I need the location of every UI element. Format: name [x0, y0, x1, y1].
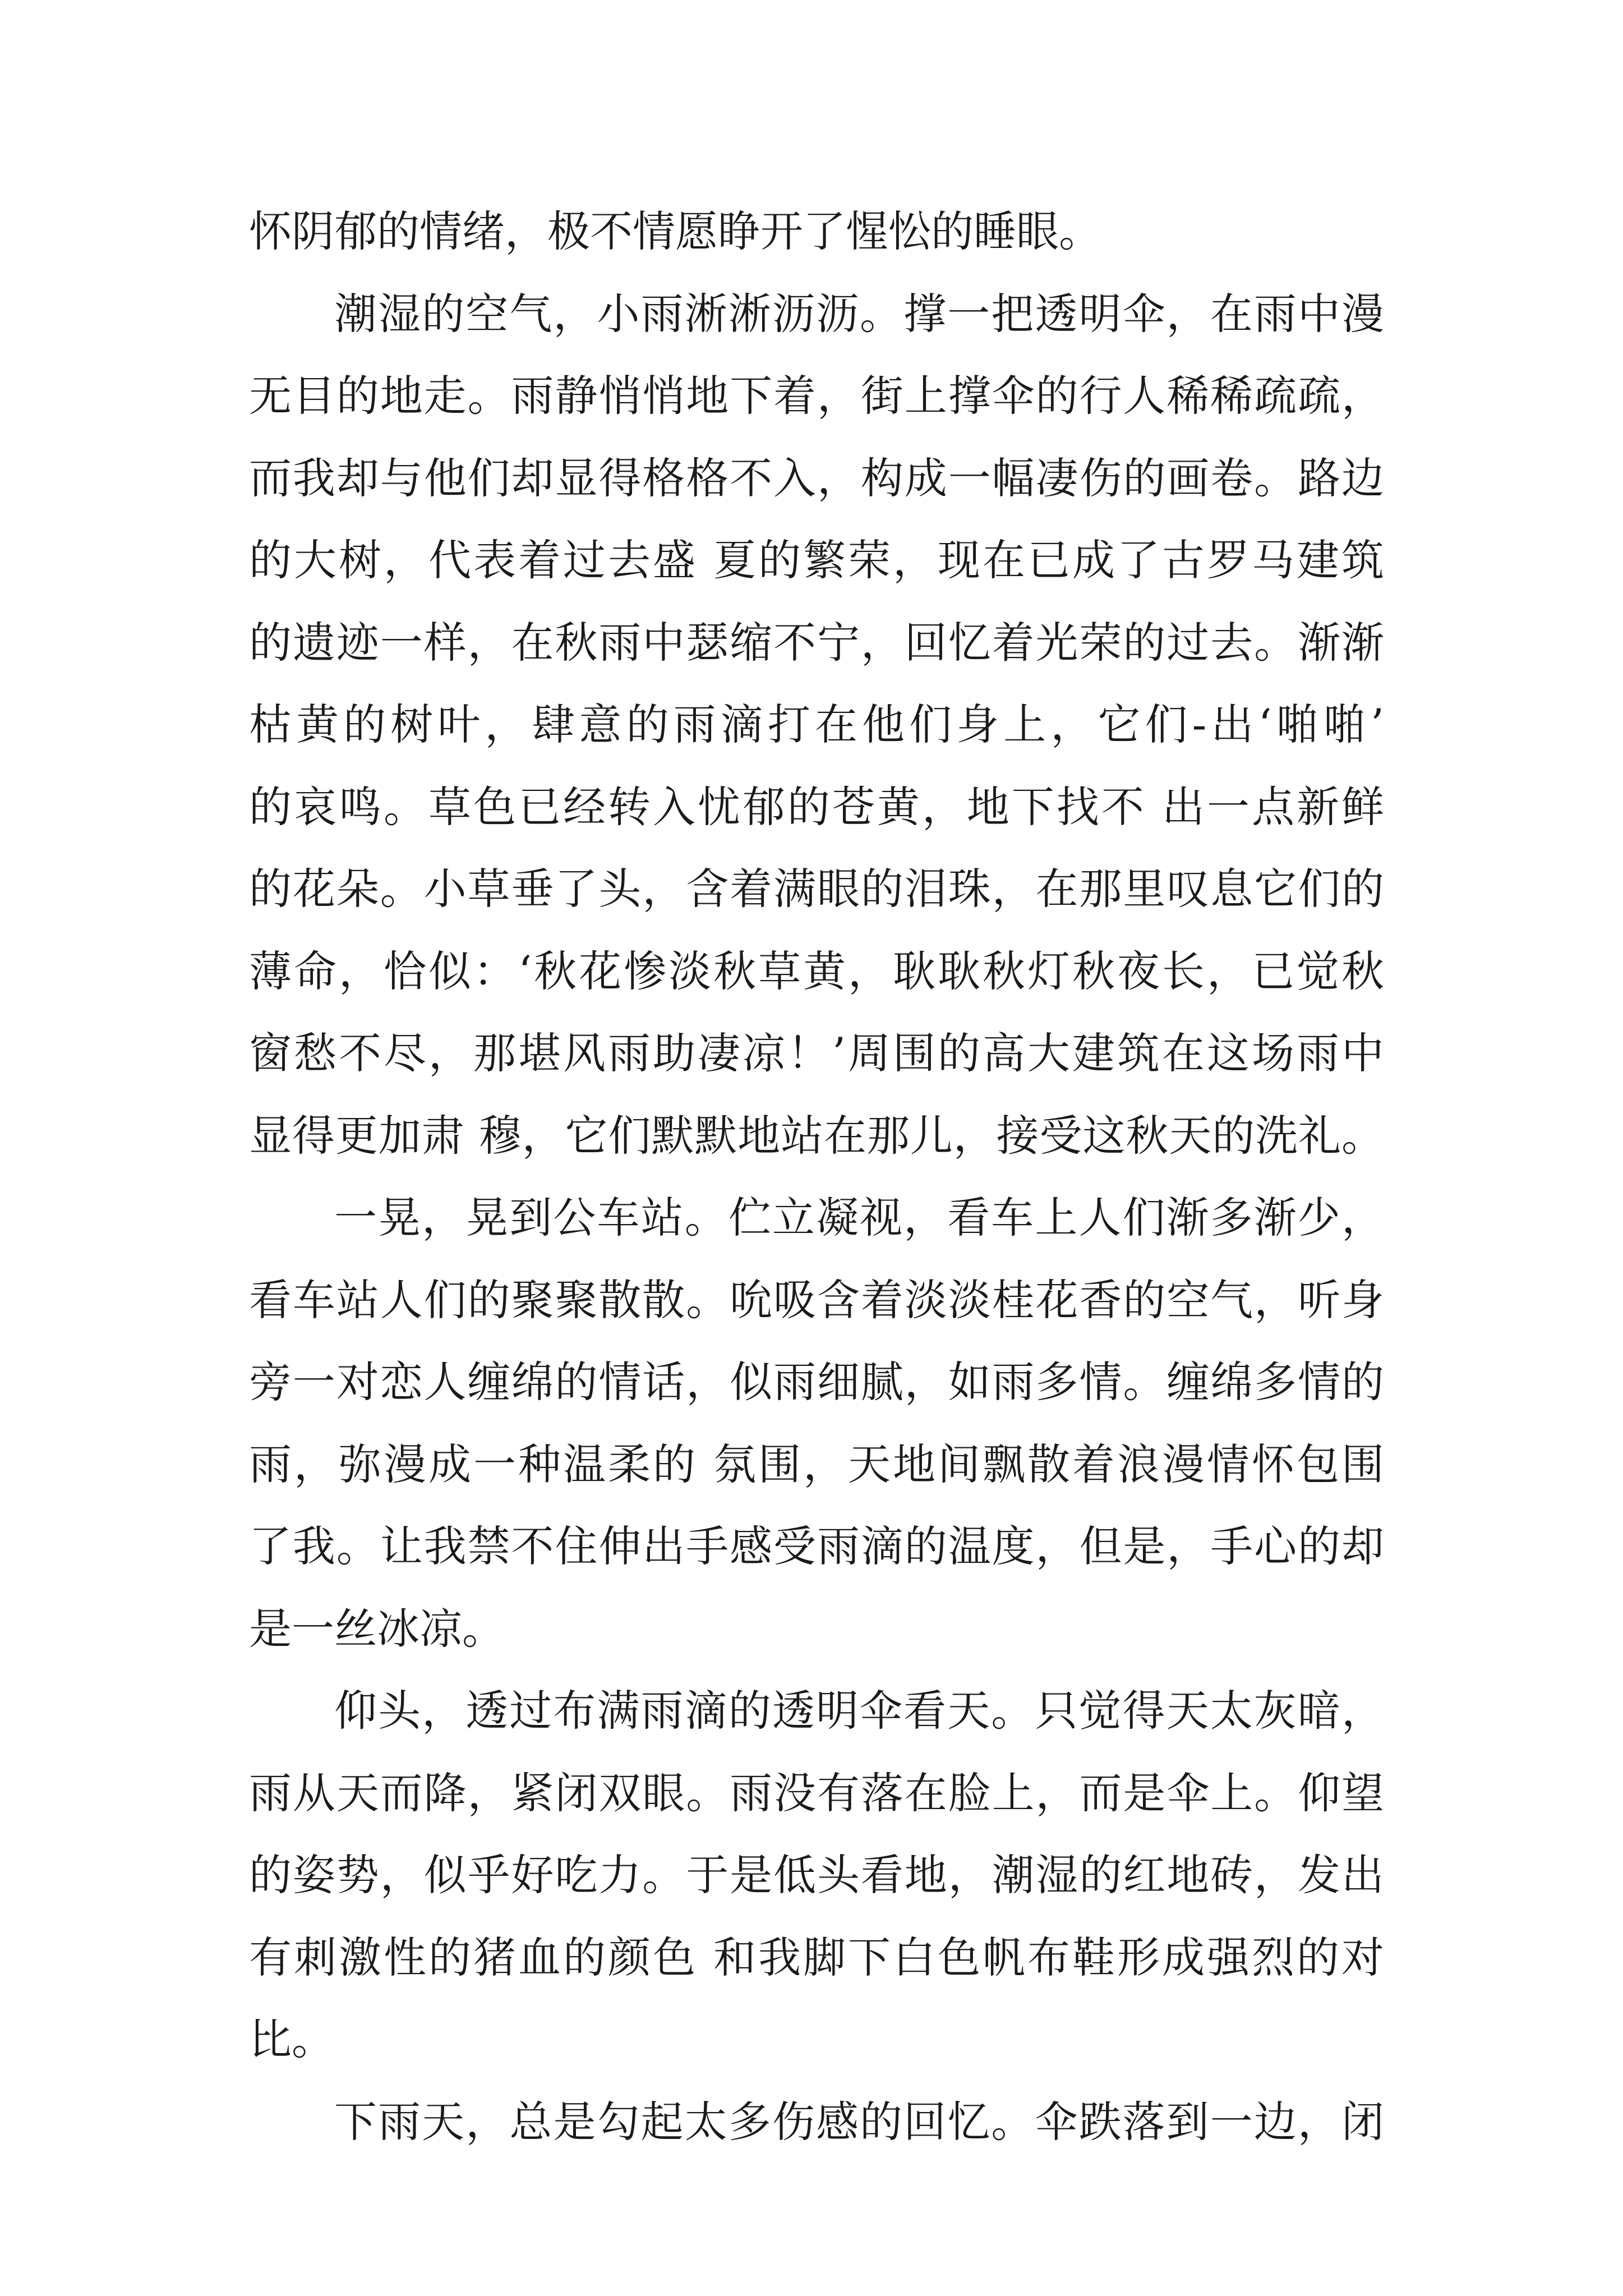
text-line: 薄命，恰似：‘秋花惨淡秋草黄，耿耿秋灯秋夜长，已觉秋	[249, 946, 1384, 996]
text-line: 的大树，代表着过去盛 夏的繁荣，现在已成了古罗马建筑	[249, 535, 1384, 585]
text-line: 是一丝冰凉。	[249, 1603, 505, 1654]
text-line: 的姿势，似乎好吃力。于是低头看地，潮湿的红地砖，发出	[249, 1850, 1384, 1900]
text-line: 看车站人们的聚聚散散。吮吸含着淡淡桂花香的空气，听身	[249, 1274, 1384, 1325]
text-line: 旁一对恋人缠绵的情话，似雨细腻，如雨多情。缠绵多情的	[249, 1357, 1384, 1407]
text-line: 雨从天而降，紧闭双眼。雨没有落在脸上，而是伞上。仰望	[249, 1768, 1384, 1818]
text-line: 怀阴郁的情绪，极不情愿睁开了惺忪的睡眼。	[249, 206, 1101, 256]
text-line: 仰头，透过布满雨滴的透明伞看天。只觉得天太灰暗，	[334, 1686, 1384, 1736]
text-line: 的哀鸣。草色已经转入忧郁的苍黄，地下找不 出一点新鲜	[249, 781, 1384, 832]
text-line: 一晃，晃到公车站。伫立凝视，看车上人们渐多渐少，	[334, 1193, 1384, 1243]
text-line: 比。	[249, 2014, 334, 2064]
text-line: 的遗迹一样，在秋雨中瑟缩不宁，回忆着光荣的过去。渐渐	[249, 617, 1384, 668]
body-text	[249, 191, 1384, 2163]
text-line: 的花朵。小草垂了头，含着满眼的泪珠，在那里叹息它们的	[249, 864, 1384, 914]
text-line: 窗愁不尽，那堪风雨助凄凉！’周围的高大建筑在这场雨中	[249, 1028, 1384, 1078]
text-line: 下雨天，总是勾起太多伤感的回忆。伞跌落到一边，闭	[334, 2096, 1384, 2147]
text-line: 了我。让我禁不住伸出手感受雨滴的温度，但是，手心的却	[249, 1521, 1384, 1571]
text-line: 有刺激性的猪血的颜色 和我脚下白色帆布鞋形成强烈的对	[249, 1932, 1384, 1982]
text-line: 枯黄的树叶，肆意的雨滴打在他们身上，它们-出‘啪啪’	[249, 700, 1384, 749]
text-line: 显得更加肃 穆，它们默默地站在那儿，接受这秋天的洗礼。	[249, 1110, 1384, 1161]
text-line: 而我却与他们却显得格格不入，构成一幅凄伤的画卷。路边	[249, 453, 1384, 503]
text-line: 无目的地走。雨静悄悄地下着，街上撑伞的行人稀稀疏疏，	[249, 371, 1384, 421]
text-line: 潮湿的空气，小雨淅淅沥沥。撑一把透明伞，在雨中漫	[334, 288, 1384, 339]
text-line: 雨，弥漫成一种温柔的 氛围，天地间飘散着浪漫情怀包围	[249, 1439, 1384, 1489]
